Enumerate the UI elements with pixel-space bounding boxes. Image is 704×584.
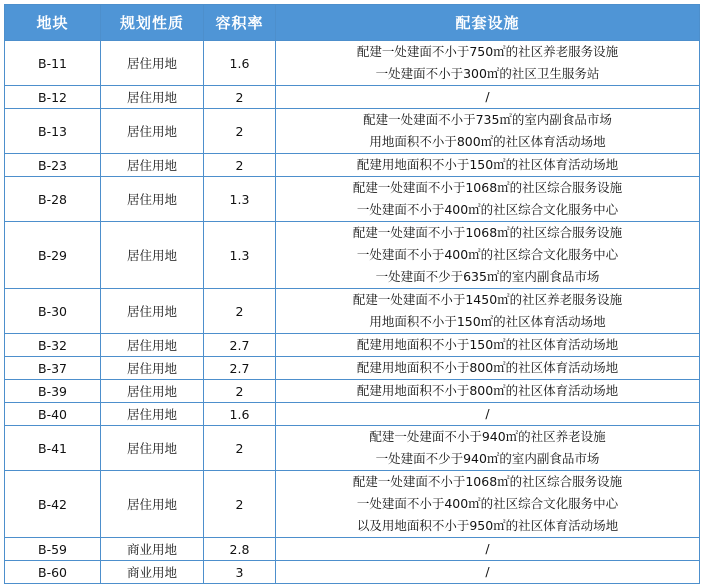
cell-facilities bbox=[276, 334, 700, 357]
cell-nature: 商业用地 bbox=[101, 538, 204, 561]
table-row bbox=[5, 471, 700, 538]
cell-nature: 居住用地 bbox=[101, 222, 204, 289]
cell-plot: B-40 bbox=[5, 403, 101, 426]
cell-plot: B-28 bbox=[5, 177, 101, 222]
table-row bbox=[5, 538, 700, 561]
facility-line: 配建一处建面不小于1068㎡的社区综合服务设施 bbox=[352, 474, 623, 489]
facility-line: 用地面积不小于800㎡的社区体育活动场地 bbox=[369, 134, 606, 149]
cell-far: 1.3 bbox=[204, 222, 276, 289]
facility-line: 一处建面不小于400㎡的社区综合文化服务中心 bbox=[356, 496, 619, 511]
cell-nature: 居住用地 bbox=[101, 334, 204, 357]
cell-plot: B-32 bbox=[5, 334, 101, 357]
cell-far: 1.3 bbox=[204, 177, 276, 222]
table-row bbox=[5, 86, 700, 109]
cell-far: 1.6 bbox=[204, 403, 276, 426]
facility-line: 以及用地面积不小于950㎡的社区体育活动场地 bbox=[356, 518, 619, 533]
planning-table bbox=[4, 4, 700, 584]
facility-line: 用地面积不小于150㎡的社区体育活动场地 bbox=[369, 314, 606, 329]
facility-line: 配建一处建面不小于750㎡的社区养老服务设施 bbox=[356, 44, 619, 59]
cell-nature: 居住用地 bbox=[101, 289, 204, 334]
facility-line: 配建一处建面不小于735㎡的室内副食品市场 bbox=[363, 112, 612, 127]
table-row bbox=[5, 154, 700, 177]
cell-far: 2.7 bbox=[204, 357, 276, 380]
table-row bbox=[5, 357, 700, 380]
cell-far: 2.7 bbox=[204, 334, 276, 357]
table-row bbox=[5, 222, 700, 289]
cell-facilities bbox=[276, 426, 700, 471]
cell-far: 2 bbox=[204, 86, 276, 109]
table-row bbox=[5, 289, 700, 334]
cell-facilities bbox=[276, 471, 700, 538]
facility-line: 一处建面不少于940㎡的室内副食品市场 bbox=[375, 451, 600, 466]
table-row bbox=[5, 334, 700, 357]
cell-far: 2 bbox=[204, 109, 276, 154]
facility-line: 配建一处建面不小于1450㎡的社区养老服务设施 bbox=[352, 292, 623, 307]
cell-plot: B-29 bbox=[5, 222, 101, 289]
cell-nature: 居住用地 bbox=[101, 403, 204, 426]
cell-plot: B-37 bbox=[5, 357, 101, 380]
facility-line: 一处建面不小于300㎡的社区卫生服务站 bbox=[375, 66, 600, 81]
cell-facilities bbox=[276, 86, 700, 109]
facility-line: 一处建面不小于400㎡的社区综合文化服务中心 bbox=[356, 202, 619, 217]
cell-plot: B-42 bbox=[5, 471, 101, 538]
facility-line: 一处建面不小于400㎡的社区综合文化服务中心 bbox=[356, 247, 619, 262]
facility-line: / bbox=[485, 89, 490, 104]
cell-nature: 居住用地 bbox=[101, 86, 204, 109]
cell-far: 2 bbox=[204, 154, 276, 177]
cell-facilities bbox=[276, 357, 700, 380]
cell-plot: B-11 bbox=[5, 41, 101, 86]
cell-nature: 居住用地 bbox=[101, 41, 204, 86]
facility-line: 一处建面不少于635㎡的室内副食品市场 bbox=[375, 269, 600, 284]
cell-far: 2 bbox=[204, 380, 276, 403]
cell-nature: 居住用地 bbox=[101, 109, 204, 154]
cell-nature: 居住用地 bbox=[101, 357, 204, 380]
cell-facilities bbox=[276, 177, 700, 222]
cell-far: 2 bbox=[204, 289, 276, 334]
cell-facilities bbox=[276, 561, 700, 584]
header-far: 容积率 bbox=[204, 5, 276, 41]
facility-line: 配建用地面积不小于150㎡的社区体育活动场地 bbox=[356, 337, 619, 352]
cell-plot: B-30 bbox=[5, 289, 101, 334]
cell-facilities bbox=[276, 538, 700, 561]
table-row bbox=[5, 403, 700, 426]
header-facilities: 配套设施 bbox=[276, 5, 700, 41]
cell-far: 1.6 bbox=[204, 41, 276, 86]
table-row bbox=[5, 426, 700, 471]
cell-nature: 居住用地 bbox=[101, 426, 204, 471]
cell-facilities bbox=[276, 222, 700, 289]
facility-line: / bbox=[485, 564, 490, 579]
cell-plot: B-23 bbox=[5, 154, 101, 177]
facility-line: 配建用地面积不小于800㎡的社区体育活动场地 bbox=[356, 383, 619, 398]
header-nature: 规划性质 bbox=[101, 5, 204, 41]
cell-plot: B-59 bbox=[5, 538, 101, 561]
facility-line: 配建一处建面不小于1068㎡的社区综合服务设施 bbox=[352, 180, 623, 195]
cell-facilities bbox=[276, 154, 700, 177]
cell-nature: 居住用地 bbox=[101, 177, 204, 222]
header-row bbox=[5, 5, 700, 41]
facility-line: 配建一处建面不小于1068㎡的社区综合服务设施 bbox=[352, 225, 623, 240]
cell-plot: B-12 bbox=[5, 86, 101, 109]
cell-nature: 居住用地 bbox=[101, 471, 204, 538]
table-row bbox=[5, 177, 700, 222]
facility-line: 配建用地面积不小于800㎡的社区体育活动场地 bbox=[356, 360, 619, 375]
table-row bbox=[5, 41, 700, 86]
cell-facilities bbox=[276, 289, 700, 334]
table-row bbox=[5, 380, 700, 403]
cell-nature: 商业用地 bbox=[101, 561, 204, 584]
facility-line: / bbox=[485, 406, 490, 421]
cell-facilities bbox=[276, 109, 700, 154]
cell-far: 3 bbox=[204, 561, 276, 584]
cell-plot: B-60 bbox=[5, 561, 101, 584]
cell-far: 2.8 bbox=[204, 538, 276, 561]
facility-line: / bbox=[485, 541, 490, 556]
facility-line: 配建一处建面不小于940㎡的社区养老设施 bbox=[369, 429, 606, 444]
cell-plot: B-39 bbox=[5, 380, 101, 403]
cell-far: 2 bbox=[204, 471, 276, 538]
table-row bbox=[5, 109, 700, 154]
table-row bbox=[5, 561, 700, 584]
cell-far: 2 bbox=[204, 426, 276, 471]
cell-facilities bbox=[276, 380, 700, 403]
cell-facilities bbox=[276, 41, 700, 86]
header-plot: 地块 bbox=[5, 5, 101, 41]
cell-nature: 居住用地 bbox=[101, 154, 204, 177]
cell-plot: B-13 bbox=[5, 109, 101, 154]
cell-plot: B-41 bbox=[5, 426, 101, 471]
facility-line: 配建用地面积不小于150㎡的社区体育活动场地 bbox=[356, 157, 619, 172]
table-body bbox=[5, 41, 700, 584]
cell-facilities bbox=[276, 403, 700, 426]
cell-nature: 居住用地 bbox=[101, 380, 204, 403]
